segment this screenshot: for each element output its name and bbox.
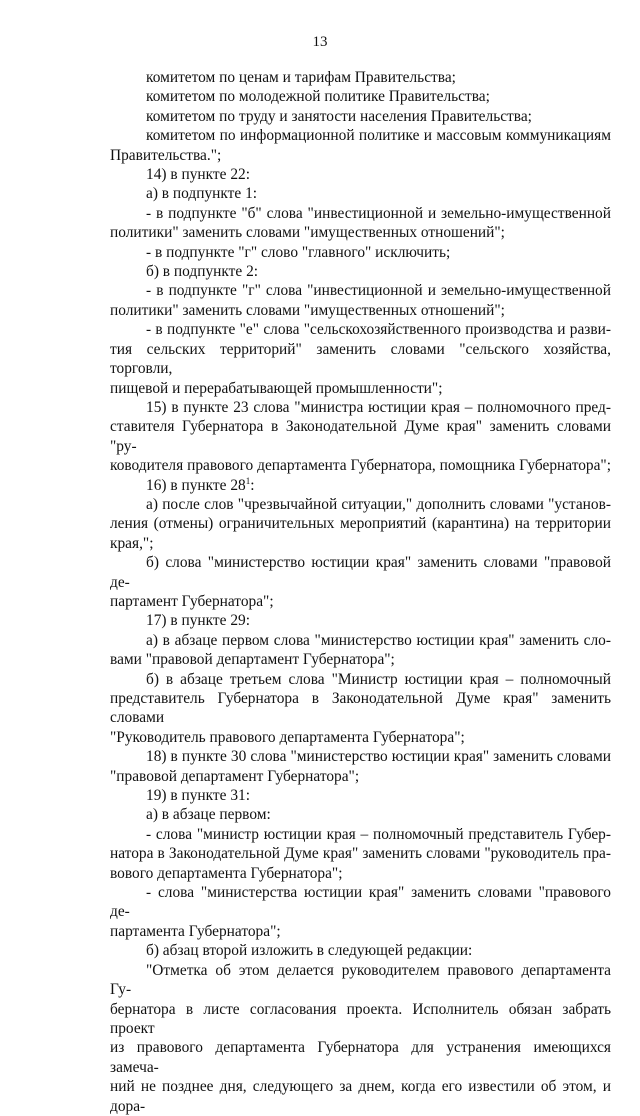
- text-line: а) после слов "чрезвычайной ситуации," дополнить словами "установ-: [146, 495, 611, 513]
- text-line: вового департамента Губернатора";: [110, 864, 343, 882]
- text-line: - слова "министр юстиции края – полномочный представитель Губер-: [146, 825, 611, 843]
- text-line: представитель Губернатора в Законодательной Думе края" заменить словами: [110, 690, 611, 727]
- text-line: края,";: [110, 534, 154, 552]
- text-line: партамент Губернатора";: [110, 592, 274, 610]
- superscript: 1: [245, 475, 251, 486]
- text-line: бернатора в листе согласования проекта. Исполнитель обязан забрать проект: [110, 1000, 611, 1037]
- document-body: [110, 68, 611, 1116]
- text-line: а) в абзаце первом слова "министерство юстиции края" заменить сло-: [146, 631, 611, 649]
- text-line: а) в абзаце первом:: [146, 806, 271, 824]
- text-line: Правительства.";: [110, 146, 222, 164]
- text-line: вами "правовой департамент Губернатора";: [110, 651, 395, 669]
- text-line: "Руководитель правового департамента Губернатора";: [110, 728, 465, 746]
- text-line: из правового департамента Губернатора для устранения имеющихся замеча-: [110, 1039, 611, 1076]
- text-line: 16) в пункте $28^1$:: [146, 475, 255, 494]
- text-line: натора в Законодательной Думе края" заменить словами "руководитель пра-: [110, 845, 611, 863]
- text-line: политики" заменить словами "имущественных отношений";: [110, 301, 505, 319]
- text-line: - в подпункте "г" слово "главного" исключить;: [146, 243, 451, 261]
- text-line: ний не позднее дня, следующего за днем, когда его известили об этом, и дора-: [110, 1078, 611, 1115]
- text-line: б) абзац второй изложить в следующей редакции:: [146, 942, 473, 960]
- text-line: пищевой и перерабатывающей промышленности";: [110, 379, 443, 397]
- text-line: тия сельских территорий" заменить словами "сельского хозяйства, торговли,: [110, 340, 611, 378]
- text-line: б) в подпункте 2:: [146, 263, 259, 281]
- text-line: - слова "министерства юстиции края" заменить словами "правового де-: [110, 884, 611, 921]
- text-line: - в подпункте "б" слова "инвестиционной и земельно-имущественной: [146, 204, 611, 222]
- text-line: политики" заменить словами "имущественных отношений";: [110, 224, 505, 242]
- text-line: 14) в пункте 22:: [146, 166, 250, 184]
- text-line: б) в абзаце третьем слова "Министр юстиции края – полномочный: [146, 670, 611, 688]
- text-line: "Отметка об этом делается руководителем правового департамента Гу-: [110, 961, 611, 999]
- text-line: комитетом по ценам и тарифам Правительства;: [146, 69, 456, 86]
- text-line: комитетом по информационной политике и массовым коммуникациям: [146, 127, 611, 145]
- text-line: 15) в пункте 23 слова "министра юстиции края – полномочного пред-: [146, 398, 611, 416]
- text-line: 18) в пункте 30 слова "министерство юстиции края" заменить словами: [146, 748, 611, 766]
- text-line: 17) в пункте 29:: [146, 612, 250, 630]
- text-line: комитетом по молодежной политике Правительства;: [146, 88, 490, 106]
- text-line: а) в подпункте 1:: [146, 185, 258, 203]
- text-line: б) слова "министерство юстиции края" заменить словами "правовой де-: [110, 554, 611, 591]
- text-line: ления (отмены) ограничительных мероприятий (карантина) на территории: [110, 515, 611, 533]
- text-line: ководителя правового департамента Губернатора, помощника Губернатора";: [110, 457, 611, 475]
- text-line: - в подпункте "г" слова "инвестиционной и земельно-имущественной: [146, 282, 611, 300]
- text-line: 19) в пункте 31:: [146, 787, 250, 805]
- page-number: 13: [312, 34, 328, 50]
- text-line: - в подпункте "е" слова "сельскохозяйственного производства и разви-: [146, 321, 611, 339]
- text-line: "правовой департамент Губернатора";: [110, 767, 360, 785]
- text-line: ставителя Губернатора в Законодательной Думе края" заменить словами "ру-: [110, 418, 611, 455]
- text-line: комитетом по труду и занятости населения Правительства;: [146, 107, 532, 125]
- text-line: партамента Губернатора";: [110, 922, 281, 940]
